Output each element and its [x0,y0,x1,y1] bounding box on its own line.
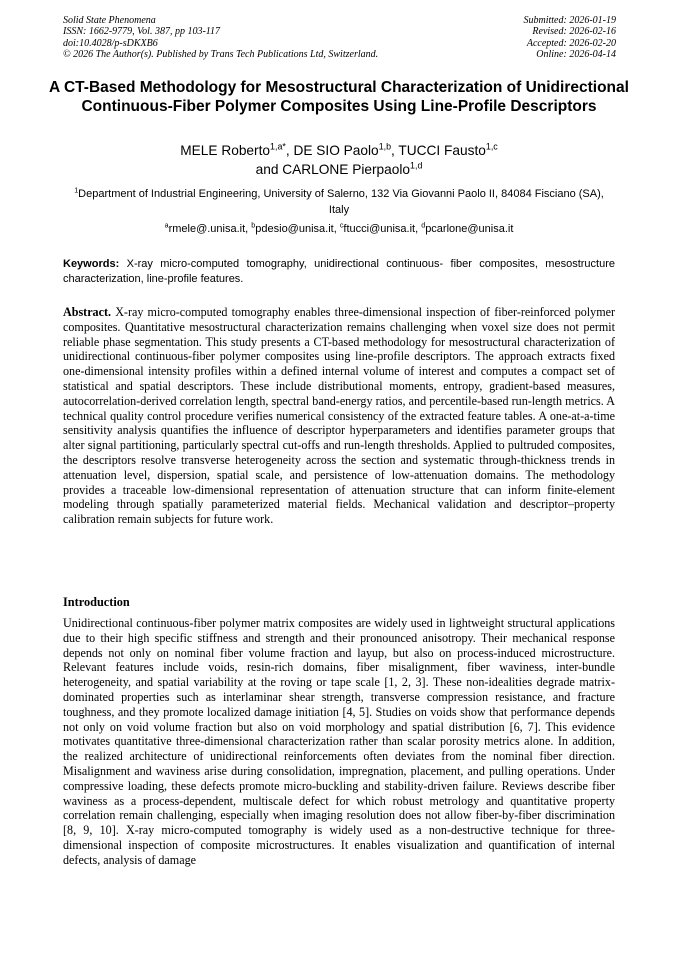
author-affil-mark: 1,c [485,141,498,152]
author-name: and CARLONE Pierpaolo [255,161,411,177]
email-address: rmele@.unisa.it, [168,223,252,235]
email-address: pdesio@unisa.it, [255,223,340,235]
submitted-date: Submitted: 2026-01-19 [523,15,616,26]
email-address: ftucci@unisa.it, [343,223,422,235]
keywords-text: X-ray micro-computed tomography, unidirectional continuous- fiber composites, mesostructure characterization, line-profile features. [63,258,615,285]
accepted-date: Accepted: 2026-02-20 [526,37,616,49]
affiliation-text: Department of Industrial Engineering, University of Salerno, 132 Via Giovanni Paolo II, 84084 Fisciano (SA), Italy [78,188,604,216]
affiliation-mark: 1 [74,186,79,195]
author-line-2 [40,161,638,180]
author-emails: $^a$rmele@.unisa.it, $^b$pdesio@unisa.it, $^c$ftucci@unisa.it, $^d$pcarlone@unisa.it [164,221,514,235]
abstract-text: X-ray micro-computed tomography enables three-dimensional inspection of fiber-reinforced polymer composites. Quantitative mesostructural characterization remains challenging when voxel size does not permit reliable phase segmentation. This study presents a CT-based methodology for mesostructural characterization of unidirectional continuous-fiber polymer composites using line-profile descriptors. The approach extracts fixed one-dimensional intensity profiles within a defined internal volume of interest and computes a compact set of statistical and spatial descriptors. These include distributional moments, entropy, gradient-based measures, autocorrelation-derived correlation length, spectral band-energy ratios, and percentile-based run-length metrics. A technical quality control procedure verifies numerical consistency of the extracted feature tables. A one-at-a-time sensitivity analysis quantifies the influence of descriptor hyperparameters and identifies parameter groups that alter signal partitioning, particularly spectral cut-offs and run-length thresholds. Applied to pultruded composites, the descriptors resolve transverse heterogeneity across the section and systematic through-thickness trends in attenuation level, dispersion, spatial scale, and persistence of low-attenuation domains. The methodology provides a traceable low-dimensional representation of attenuation structure that can inform finite-element modeling through spatially parameterized material fields. Mechanical validation and descriptor–property calibration remain subjects for future work. [63,305,615,527]
issn-volume: ISSN: 1662-9779, Vol. 387, pp 103-117 [63,26,221,38]
author-name: MELE Roberto [180,143,271,158]
journal-name: Solid State Phenomena [63,15,156,26]
email-address: pcarlone@unisa.it [425,223,514,235]
keywords-label: Keywords: [63,258,120,270]
paper-title: A CT-Based Methodology for Mesostructural Characterization of Unidirectional Continuous-Fiber Polymer Composites Using Line-Profile Descriptors [49,79,629,115]
doi: doi:10.4028/p-sDKXB6 [63,37,158,49]
author-affil-mark: 1,d [410,159,423,170]
author-name: DE SIO Paolo [293,143,379,158]
author-name: TUCCI Fausto [398,143,486,158]
abstract [63,305,615,527]
author-list [40,142,638,179]
author-affil-mark: 1,b [378,141,392,152]
abstract-label: Abstract. [63,305,112,319]
author-line-1: MELE Roberto$^{1,a*}$, DE SIO Paolo$^{1,b}$, TUCCI Fausto$^{1,c}$ [180,141,498,158]
introduction-body: Unidirectional continuous-fiber polymer matrix composites are widely used in lightweight structural applications due to their high specific stiffness and strength and their pronounced anisotropy. Their mechanical response depends not only on nominal fiber volume fraction and layup, but also on process-induced microstructure. Relevant features include voids, resin-rich domains, fiber misalignment, fiber waviness, inter-bundle heterogeneity, and spatial variability at the roving or tape scale [1, 2, 3]. These non-idealities degrade matrix-dominated properties such as interlaminar shear strength, transverse compression resistance, and fracture toughness, and they promote localized damage initiation [4, 5]. Studies on voids show that performance depends not only on void volume fraction but also on void morphology and spatial distribution [6, 7]. This evidence motivates quantitative three-dimensional characterization rather than scalar porosity metrics alone. In addition, the realized architecture of unidirectional reinforcements often deviates from the nominal fiber direction. Misalignment and waviness arise during consolidation, impregnation, placement, and pulling operations. Under compressive loading, these defects promote micro-buckling and stability-driven failure. Reviews describe fiber waviness as a process-dependent, multiscale defect for which robust metrology and quantitative property correlation remain challenging, especially when imaging resolution does not allow fiber-by-fiber discrimination [8, 9, 10]. X-ray micro-computed tomography is widely used as a non-destructive technique for three-dimensional inspection of composite microstructures. It enables visualization and quantification of internal defects, analysis of damage [63,616,615,867]
journal-info [63,15,378,60]
copyright: © 2026 The Author(s). Published by Trans Tech Publications Ltd, Switzerland. [63,48,379,60]
affiliation [70,187,608,218]
publication-dates [524,15,617,60]
author-affil-mark: 1,a* [270,141,286,152]
keywords [63,257,615,286]
revised-date: Revised: 2026-02-16 [532,26,616,38]
online-date: Online: 2026-04-14 [536,48,616,60]
introduction-heading: Introduction [63,595,130,609]
